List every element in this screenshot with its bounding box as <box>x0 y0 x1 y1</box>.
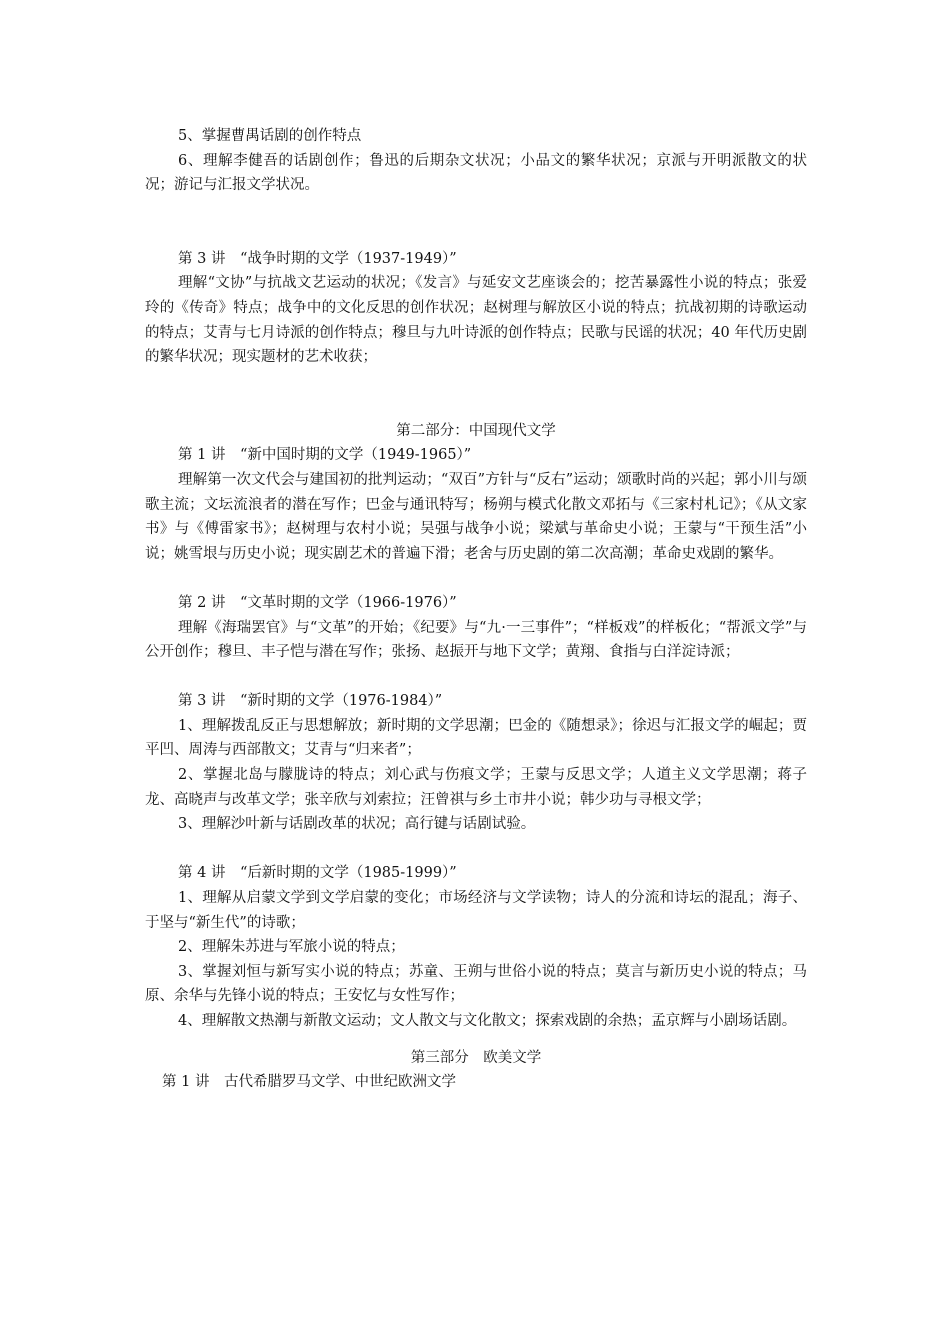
paragraph-item-6: 6、理解李健吾的话剧创作；鲁迅的后期杂文状况；小品文的繁华状况；京派与开明派散文的状况；游记与汇报文学状况。 <box>145 152 807 194</box>
spacer <box>145 1034 807 1046</box>
part-title: 第二部分：中国现代文学 <box>396 422 556 439</box>
lecture-heading: 第 1 讲 “新中国时期的文学（1949-1965）” <box>178 447 472 464</box>
lecture-heading: 第 3 讲 “新时期的文学（1976-1984）” <box>178 693 443 710</box>
spacer <box>145 566 807 591</box>
spacer <box>145 198 807 247</box>
lecture-heading: 第 4 讲 “后新时期的文学（1985-1999）” <box>178 865 457 882</box>
list-item: 3、掌握刘恒与新写实小说的特点；苏童、王朔与世俗小说的特点；莫言与新历史小说的特点；马原、余华与先锋小说的特点；王安忆与女性写作； <box>145 963 807 1005</box>
lecture-heading: 第 3 讲 “战争时期的文学（1937-1949）” <box>178 250 457 267</box>
spacer <box>145 370 807 419</box>
spacer <box>145 837 807 862</box>
spacer <box>145 665 807 690</box>
lecture-body: 理解《海瑞罢官》与“文革”的开始；《纪要》与“九·一三事件”；“样板戏”的样板化；“帮派文学”与公开创作；穆旦、丰子恺与潜在写作；张扬、赵振开与地下文学；黄翔、食指与白洋淀诗派； <box>145 619 807 661</box>
lecture-body: 理解“文协”与抗战文艺运动的状况；《发言》与延安文艺座谈会的；挖苦暴露性小说的特点；张爱玲的《传奇》特点；战争中的文化反思的创作状况；赵树理与解放区小说的特点；抗战初期的诗歌运动的特点；艾青与七月诗派的创作特点；穆旦与九叶诗派的创作特点；民歌与民谣的状况；40 年代历史剧的繁华状况；现实题材的艺术收获； <box>145 275 807 366</box>
lecture-body: 理解第一次文代会与建国初的批判运动；“双百”方针与“反右”运动；颂歌时尚的兴起；郭小川与颂歌主流；文坛流浪者的潜在写作；巴金与通讯特写；杨朔与模式化散文邓拓与《三家村札记》；《从文家书》与《傅雷家书》；赵树理与农村小说；吴强与战争小说；梁斌与革命史小说；王蒙与“干预生活”小说；姚雪垠与历史小说；现实剧艺术的普遍下滑；老舍与历史剧的第二次高潮；革命史戏剧的繁华。 <box>145 471 807 562</box>
part-title: 第三部分 欧美文学 <box>410 1049 542 1066</box>
list-item: 3、理解沙叶新与话剧改革的状况；高行键与话剧试验。 <box>178 816 536 833</box>
lecture-heading: 第 2 讲 “文革时期的文学（1966-1976）” <box>178 594 457 611</box>
list-item: 1、理解从启蒙文学到文学启蒙的变化；市场经济与文学读物；诗人的分流和诗坛的混乱；海子、于坚与“新生代”的诗歌； <box>145 890 807 931</box>
paragraph-item-5: 5、掌握曹禺话剧的创作特点 <box>178 128 362 144</box>
list-item: 2、掌握北岛与朦胧诗的特点；刘心武与伤痕文学；王蒙与反思文学；人道主义文学思潮；蒋子龙、高晓声与改革文学；张辛欣与刘索拉；汪曾祺与乡土市井小说；韩少功与寻根文学； <box>145 767 807 808</box>
list-item: 1、理解拨乱反正与思想解放；新时期的文学思潮；巴金的《随想录》；徐迟与汇报文学的崛起；贾平凹、周涛与西部散文；艾青与“归来者”； <box>145 717 807 759</box>
lecture-heading: 第 1 讲 古代希腊罗马文学、中世纪欧洲文学 <box>162 1074 456 1091</box>
list-item: 2、理解朱苏进与军旅小说的特点； <box>178 939 405 956</box>
document-body <box>145 124 807 1095</box>
list-item: 4、理解散文热潮与新散文运动；文人散文与文化散文；探索戏剧的余热；孟京辉与小剧场话剧。 <box>178 1013 797 1029</box>
